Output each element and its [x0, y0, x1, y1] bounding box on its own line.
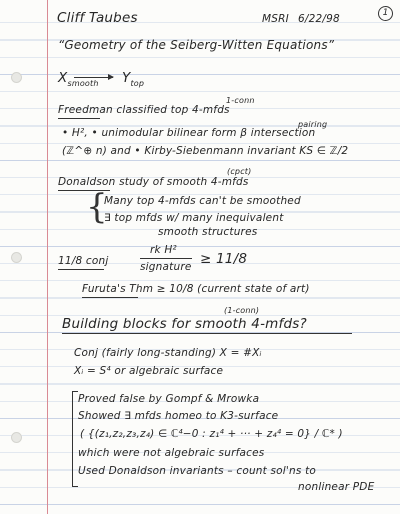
- donaldson-line: Donaldson study of smooth 4-mfds: [58, 176, 249, 188]
- freedman-item-1: • H², • unimodular bilinear form β intersection: [62, 127, 316, 139]
- binder-hole: [11, 432, 22, 443]
- proved-line-2: Showed ∃ mfds homeo to K3-surface: [78, 410, 279, 422]
- underline: [82, 297, 138, 298]
- freedman-item-2: (ℤ^⊕ n) and • Kirby-Siebenmann invariant KS ∈ ℤ/2: [62, 145, 349, 157]
- donaldson-item-3: smooth structures: [158, 226, 258, 238]
- underline: [58, 269, 104, 270]
- donaldson-item-2: ∃ top mfds w/ many inequivalent: [104, 212, 284, 224]
- date: 6/22/98: [298, 13, 340, 25]
- x-smooth: $X_{smooth}$: [58, 70, 99, 88]
- proved-line-3: ( {(z₁,z₂,z₃,z₄) ∈ ℂ⁴−0 : z₁⁴ + ··· + z₄⁴ = 0} / ℂ* ): [80, 428, 343, 440]
- building-note: (1-conn): [224, 306, 260, 315]
- page-number: 1: [378, 6, 393, 21]
- proved-line-6: nonlinear PDE: [298, 481, 375, 493]
- right-arrow-icon: [74, 77, 113, 78]
- freedman-1-note: pairing: [298, 120, 328, 129]
- freedman-line: Freedman classified top 4-mfds: [58, 104, 230, 116]
- left-brace-icon: {: [86, 187, 108, 227]
- proved-line-5: Used Donaldson invariants – count sol'ns to: [78, 465, 317, 477]
- binder-hole: [11, 252, 22, 263]
- conj-numerator: rk H²: [150, 244, 177, 256]
- conj-denominator: signature: [140, 261, 192, 273]
- fraction-bar: [140, 258, 192, 259]
- donaldson-item-1: Many top 4-mfds can't be smoothed: [104, 195, 301, 207]
- underline: [62, 333, 352, 334]
- binder-hole: [11, 72, 22, 83]
- proved-line-4: which were not algebraic surfaces: [78, 447, 265, 459]
- conj-xi: Xᵢ = S⁴ or algebraic surface: [74, 365, 224, 377]
- building-heading: Building blocks for smooth 4-mfds?: [62, 316, 307, 332]
- underline: [58, 118, 100, 119]
- conj-relation: ≥ 11/8: [200, 251, 248, 267]
- y-top: $Y_{top}$: [122, 70, 145, 88]
- donaldson-note: (cpct): [227, 167, 252, 176]
- conj-label: 11/8 conj: [58, 255, 109, 267]
- author-name: Cliff Taubes: [57, 10, 138, 26]
- proved-line-1: Proved false by Gompf & Mrowka: [78, 393, 260, 405]
- conj-long: Conj (fairly long-standing) X = #Xᵢ: [74, 347, 262, 359]
- lecture-title: “Geometry of the Seiberg-Witten Equations”: [58, 38, 335, 52]
- freedman-note: 1-conn: [226, 96, 255, 105]
- furuta-line: Furuta's Thm ≥ 10/8 (current state of art): [82, 283, 310, 295]
- venue: MSRI: [262, 13, 289, 25]
